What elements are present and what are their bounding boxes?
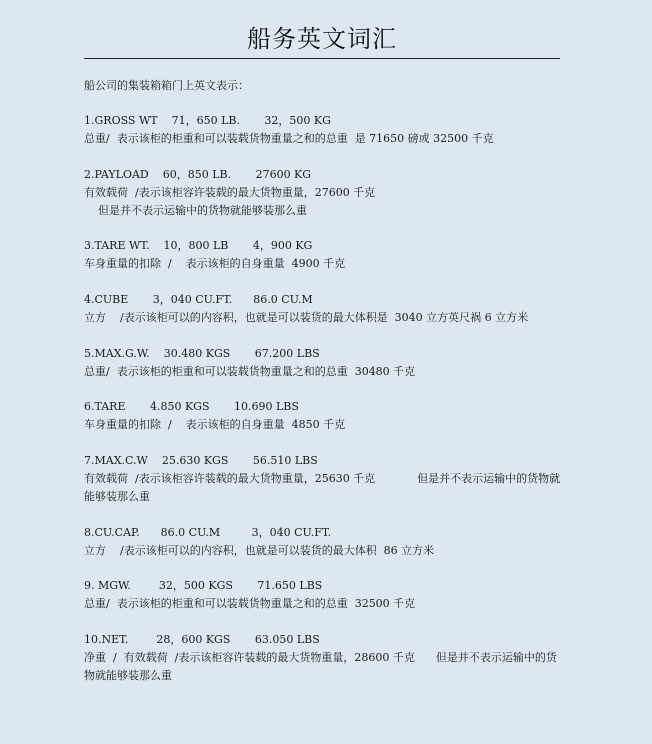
entry-description: 有效载荷 /表示该柜容许装载的最大货物重量，25630 千克 但是并不表示运输中的货物就能够装那么重 (84, 472, 561, 503)
entry-description: 总重/ 表示该柜的柜重和可以装载货物重量之和的总重 30480 千克 (84, 365, 416, 378)
entry-heading: 1.GROSS WT 71，650 LB. 32，500 KG (84, 114, 331, 127)
entry-description: 车身重量的扣除 / 表示该柜的自身重量 4850 千克 (84, 418, 346, 431)
entry-description: 总重/ 表示该柜的柜重和可以装载货物重量之和的总重 32500 千克 (84, 597, 416, 610)
vocab-entry-9 (84, 577, 564, 613)
entry-description: 总重/ 表示该柜的柜重和可以装载货物重量之和的总重 是 71650 磅或 32500 千克 (84, 132, 494, 145)
entry-description: 立方 /表示该柜可以的内容积，也就是可以装货的最大体积 86 立方米 (84, 544, 435, 557)
vocab-entry-1 (84, 112, 564, 148)
entry-heading: 9. MGW. 32，500 KGS 71.650 LBS (84, 579, 323, 592)
vocab-entry-5 (84, 345, 564, 381)
entry-heading: 10.NET. 28，600 KGS 63.050 LBS (84, 633, 320, 646)
entry-description: 有效载荷 /表示该柜容许装载的最大货物重量，27600 千克 但是并不表示运输中的货物就能够装那么重 (84, 186, 376, 217)
entry-heading: 4.CUBE 3，040 CU.FT. 86.0 CU.M (84, 293, 313, 306)
vocab-entry-8 (84, 524, 564, 560)
entry-heading: 2.PAYLOAD 60，850 LB. 27600 KG (84, 168, 312, 181)
entry-heading: 6.TARE 4.850 KGS 10.690 LBS (84, 400, 299, 413)
entry-description: 净重 / 有效载荷 /表示该柜容许装载的最大货物重量，28600 千克 但是并不表示运输中的货物就能够装那么重 (84, 651, 557, 682)
entry-heading: 8.CU.CAP. 86.0 CU.M 3，040 CU.FT. (84, 526, 332, 539)
vocab-entry-4 (84, 291, 564, 327)
entry-heading: 3.TARE WT. 10，800 LB 4，900 KG (84, 239, 313, 252)
entry-description: 车身重量的扣除 / 表示该柜的自身重量 4900 千克 (84, 257, 346, 270)
entry-heading: 5.MAX.G.W. 30.480 KGS 67.200 LBS (84, 347, 320, 360)
vocab-entry-3 (84, 237, 564, 273)
intro-text: 船公司的集装箱箱门上英文表示： (84, 79, 249, 92)
entry-heading: 7.MAX.C.W 25.630 KGS 56.510 LBS (84, 454, 318, 467)
vocab-entry-6 (84, 398, 564, 434)
vocab-entry-10 (84, 631, 564, 685)
page-title: 船务英文词汇 (247, 25, 397, 53)
entry-description: 立方 /表示该柜可以的内容积，也就是可以装货的最大体积是 3040 立方英尺祸 6 立方米 (84, 311, 529, 324)
vocab-entry-7 (84, 452, 564, 506)
title-underline (84, 58, 560, 59)
vocab-entry-2 (84, 166, 564, 220)
